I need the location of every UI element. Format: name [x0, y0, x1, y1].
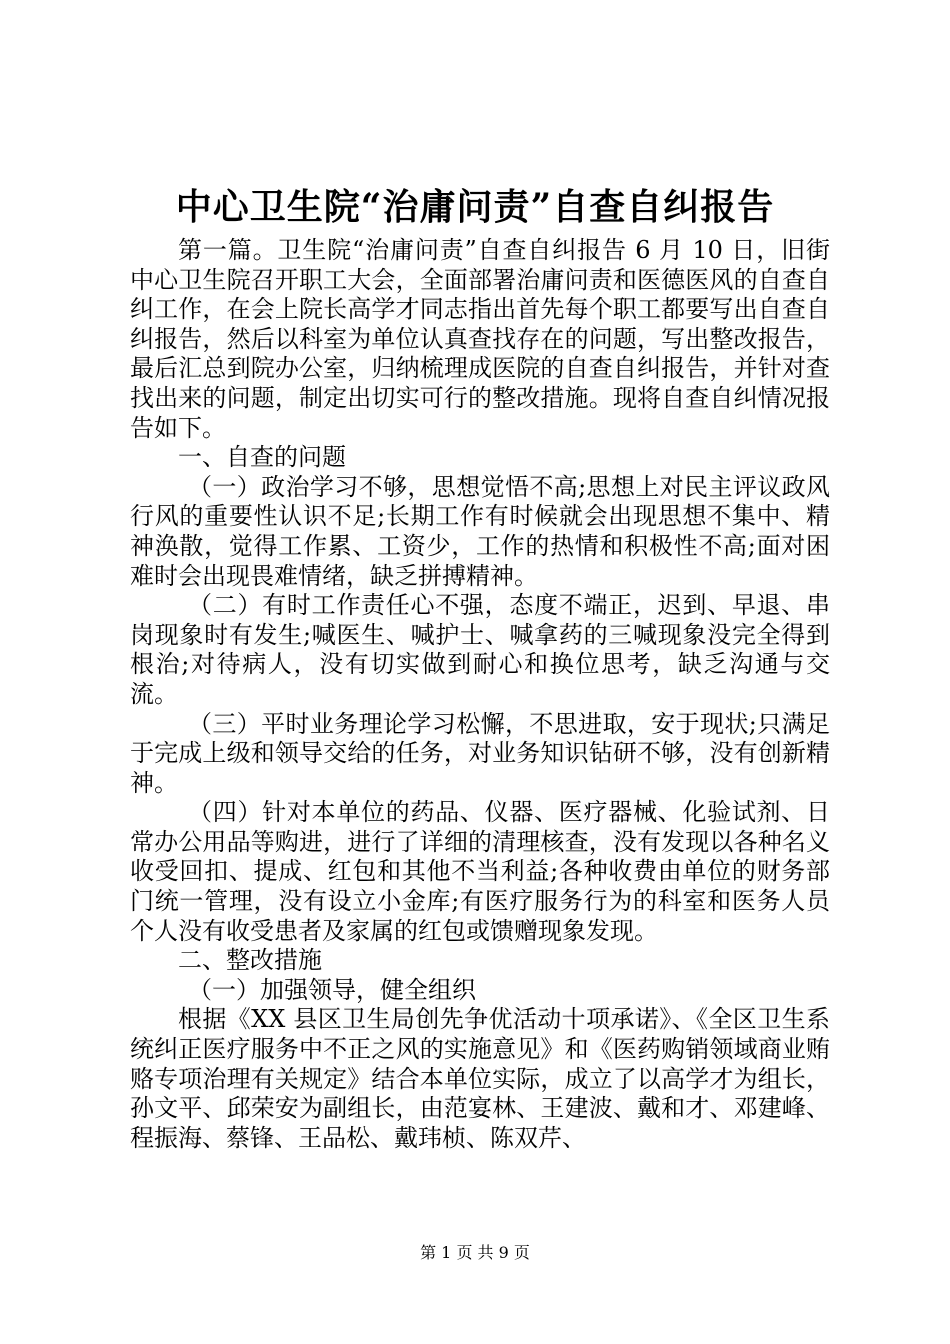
paragraph-item-1: （一）政治学习不够，思想觉悟不高;思想上对民主评议政风行风的重要性认识不足;长期工作有时候就会出现思想不集中、精神涣散，觉得工作累、工资少，工作的热情和积极性不高;面对困难时会出现畏难情绪，缺乏拼搏精神。: [130, 472, 830, 590]
section-heading-rectification: 二、整改措施: [178, 946, 322, 975]
paragraph-leadership: 根据《XX 县区卫生局创先争优活动十项承诺》、《全区卫生系统纠正医疗服务中不正之风的实施意见》和《医药购销领域商业贿赂专项治理有关规定》结合本单位实际，成立了以高学才为组长，孙文平、邱荣安为副组长，由范宴林、王建波、戴和才、邓建峰、程振海、蔡锋、王品松、戴玮桢、陈双芹、: [130, 1005, 830, 1152]
paragraph-item-2: （二）有时工作责任心不强，态度不端正，迟到、早退、串岗现象时有发生;喊医生、喊护士、喊拿药的三喊现象没完全得到根治;对待病人，没有切实做到耐心和换位思考，缺乏沟通与交流。: [130, 591, 830, 708]
paragraph-item-4: （四）针对本单位的药品、仪器、医疗器械、化验试剂、日常办公用品等购进，进行了详细的清理核查，没有发现以各种名义收受回扣、提成、红包和其他不当利益;各种收费由单位的财务部门统一管理，没有设立小金库;有医疗服务行为的科室和医务人员个人没有收受患者及家属的红包或馈赠现象发现。: [130, 798, 830, 945]
subheading-leadership: （一）加强领导，健全组织: [188, 975, 476, 1004]
paragraph-intro: 第一篇。卫生院“治庸问责”自查自纠报告 6 月 10 日，旧街中心卫生院召开职工大会，全面部署治庸问责和医德医风的自查自纠工作，在会上院长高学才同志指出首先每个职工都要写出自查自纠报告，然后以科室为单位认真查找存在的问题，写出整改报告，最后汇总到院办公室，归纳梳理成医院的自查自纠报告，并针对查找出来的问题，制定出切实可行的整改措施。现将自查自纠情况报告如下。: [130, 236, 830, 442]
paragraph-item-3: （三）平时业务理论学习松懈，不思进取，安于现状;只满足于完成上级和领导交给的任务，对业务知识钻研不够，没有创新精神。: [130, 709, 830, 797]
section-heading-self-check: 一、自查的问题: [178, 443, 346, 472]
page-number: 第 1 页 共 9 页: [420, 1243, 530, 1262]
document-body: [130, 236, 830, 1153]
document-title: 中心卫生院“治庸问责”自查自纠报告: [175, 186, 775, 228]
